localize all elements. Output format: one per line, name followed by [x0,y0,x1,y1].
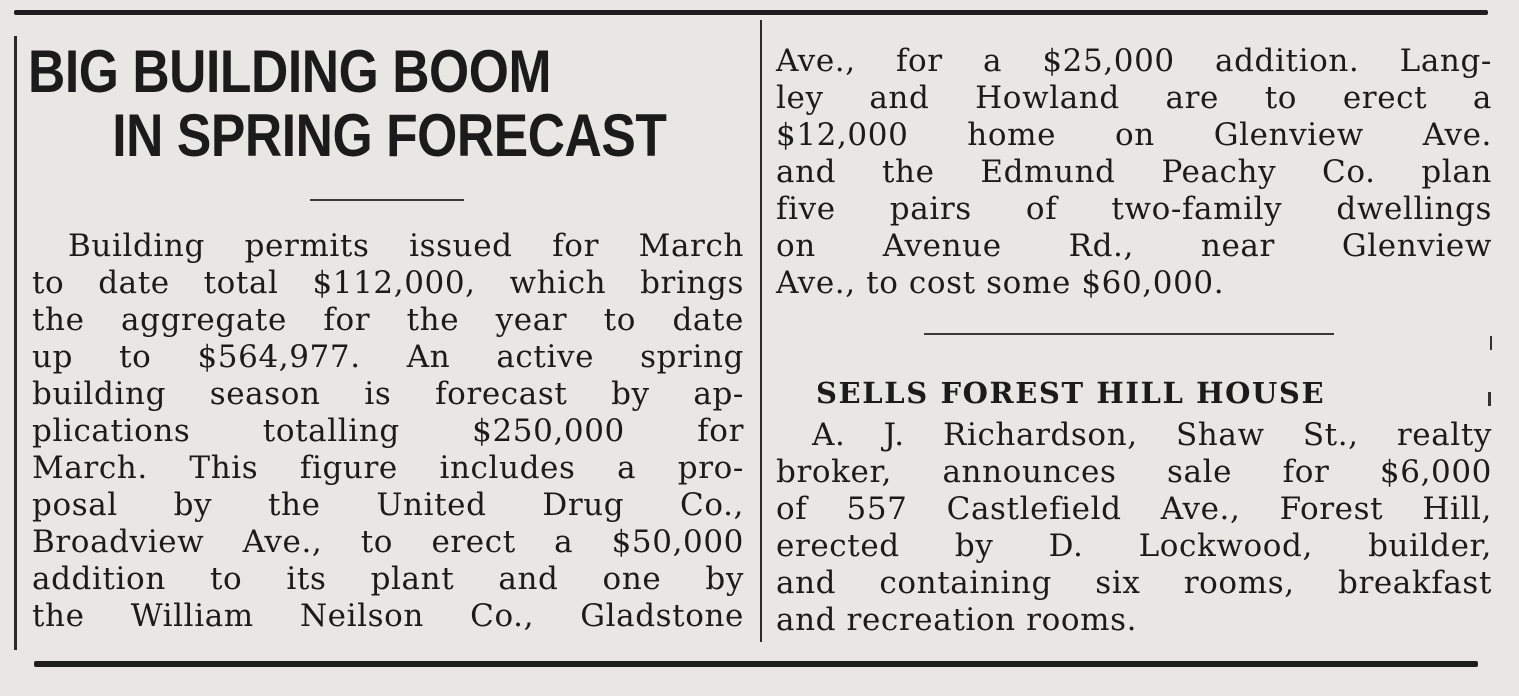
article-line: the aggregate for the year to date [32,302,744,338]
article-line: on Avenue Rd., near Glenview [776,228,1492,264]
print-speck [1488,392,1491,406]
article-line: plications totalling $250,000 for [32,413,744,449]
article-line: and containing six rooms, breakfast [776,565,1492,601]
article-line: and recreation rooms. [776,602,1138,638]
article-line: five pairs of two-family dwellings [776,191,1492,227]
headline [28,38,667,169]
article-line: building season is forecast by ap- [32,376,744,412]
article-line: to date total $112,000, which brings [32,265,744,301]
column-divider [760,20,762,642]
article-line: Ave., for a $25,000 addition. Lang- [776,43,1492,79]
article-line: up to $564,977. An active spring [32,339,744,375]
left-column-border [14,36,17,650]
article-forest-hill-body [776,417,1492,639]
article-line: March. This figure includes a pro- [32,450,744,486]
article-line: the William Neilson Co., Gladstone [32,598,744,634]
article-line: A. J. Richardson, Shaw St., realty [812,417,1492,453]
top-rule [14,10,1488,15]
subheadline-sells-forest-hill-house: SELLS FOREST HILL HOUSE [816,376,1326,410]
article-line: addition to its plant and one by [32,561,744,597]
article-building-boom-body [32,228,744,635]
print-speck [1490,336,1492,350]
article-line: posal by the United Drug Co., [32,487,744,523]
article-line: $12,000 home on Glenview Ave. [776,117,1492,153]
article-line: erected by D. Lockwood, builder, [776,528,1492,564]
article-line: Building permits issued for March [68,228,744,264]
headline-line-1: BIG BUILDING BOOM [28,38,552,105]
headline-line-2: IN SPRING FORECAST [112,102,667,169]
article-separator-rule [924,333,1334,335]
article-line: of 557 Castlefield Ave., Forest Hill, [776,491,1492,527]
article-line: broker, announces sale for $6,000 [776,454,1492,490]
article-line: Ave., to cost some $60,000. [776,265,1225,301]
article-line: ley and Howland are to erect a [776,80,1492,116]
article-line: Broadview Ave., to erect a $50,000 [32,524,744,560]
article-line: and the Edmund Peachy Co. plan [776,154,1492,190]
bottom-rule [34,661,1478,667]
headline-underline-rule [310,199,464,201]
article-building-boom-continued [776,43,1492,302]
